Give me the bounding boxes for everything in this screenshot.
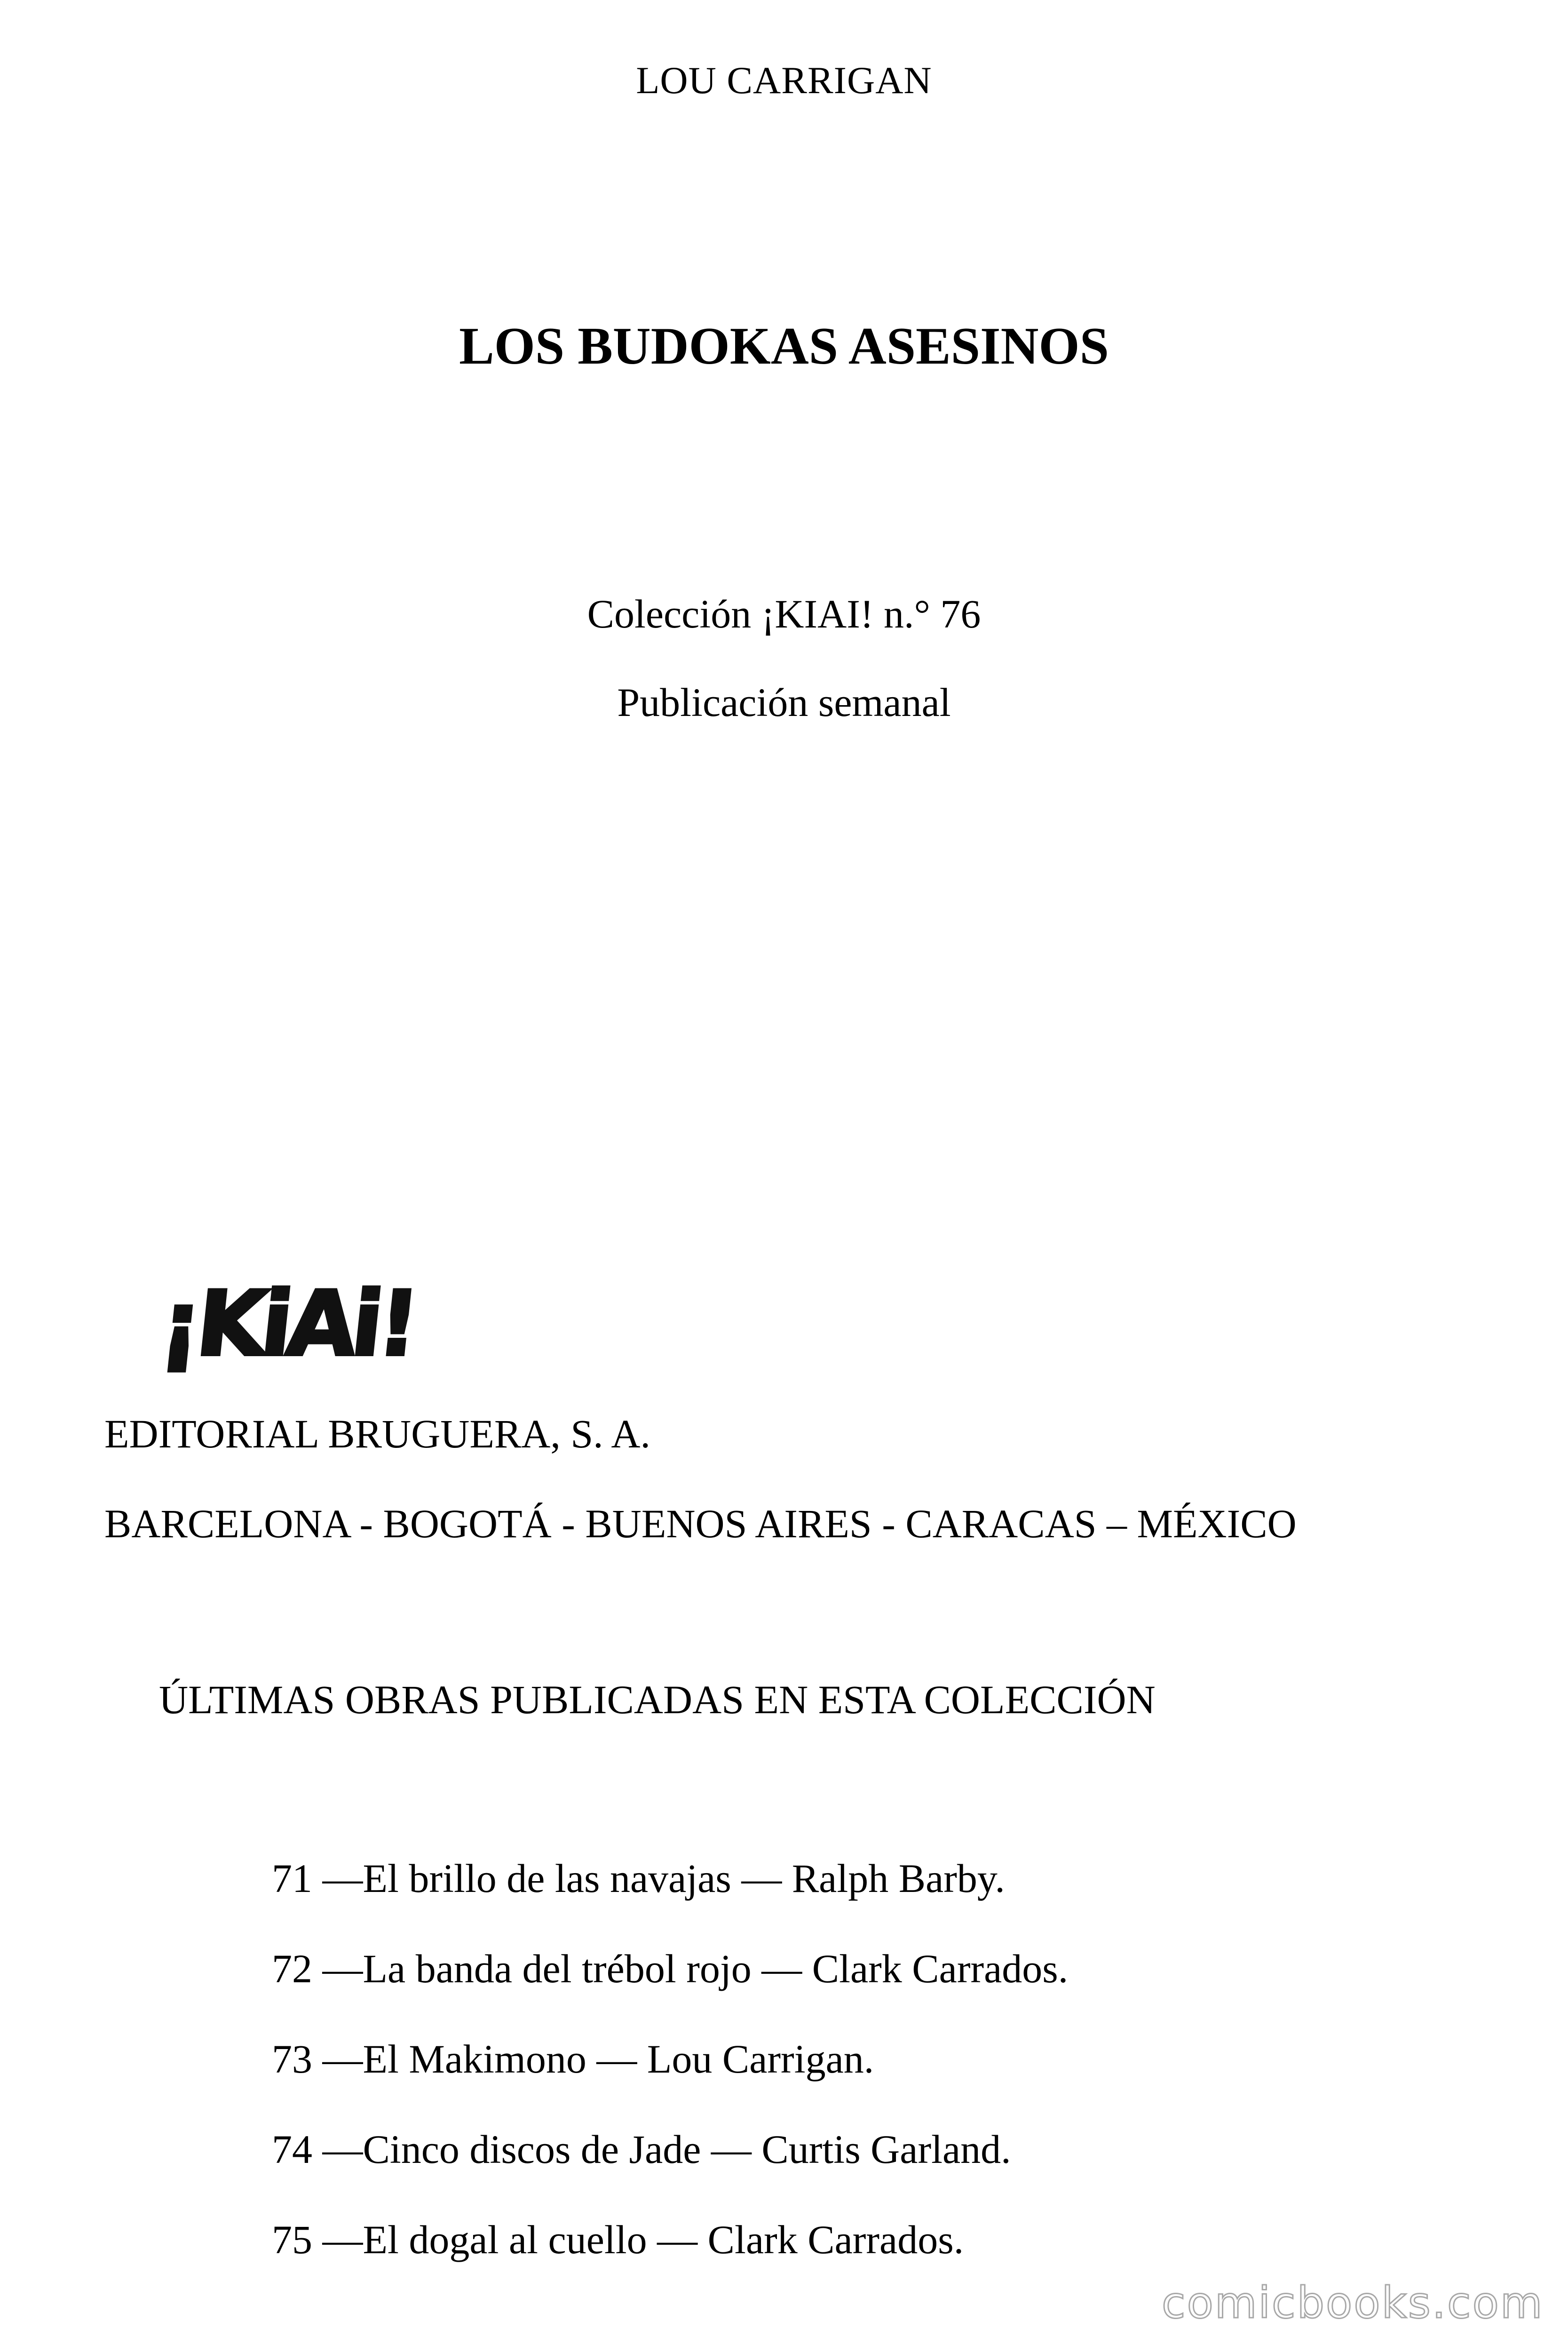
collection-number: Colección ¡KIAI! n.° 76: [587, 591, 981, 636]
publication-frequency: Publicación semanal: [617, 680, 951, 725]
kiai-logo: [156, 1261, 420, 1383]
publisher-name: EDITORIAL BRUGUERA, S. A.: [104, 1411, 651, 1456]
author-name: LOU CARRIGAN: [636, 59, 932, 102]
list-item: 74 —Cinco discos de Jade — Curtis Garland.: [272, 2127, 1011, 2172]
kiai-logo-text: ¡KiAi!: [156, 1271, 420, 1376]
book-title: LOS BUDOKAS ASESINOS: [459, 317, 1109, 375]
list-item: 72 —La banda del trébol rojo — Clark Carrados.: [272, 1946, 1069, 1991]
recent-works-list: [272, 1858, 1068, 2310]
watermark: comicbooks.com: [1162, 2278, 1544, 2328]
recent-works-heading: ÚLTIMAS OBRAS PUBLICADAS EN ESTA COLECCIÓN: [159, 1677, 1156, 1722]
list-item: 73 —El Makimono — Lou Carrigan.: [272, 2036, 874, 2082]
publisher-cities: BARCELONA - BOGOTÁ - BUENOS AIRES - CARACAS – MÉXICO: [104, 1501, 1297, 1546]
list-item: 75 —El dogal al cuello — Clark Carrados.: [272, 2217, 964, 2262]
list-item: 71 —El brillo de las navajas — Ralph Barby.: [272, 1856, 1005, 1901]
